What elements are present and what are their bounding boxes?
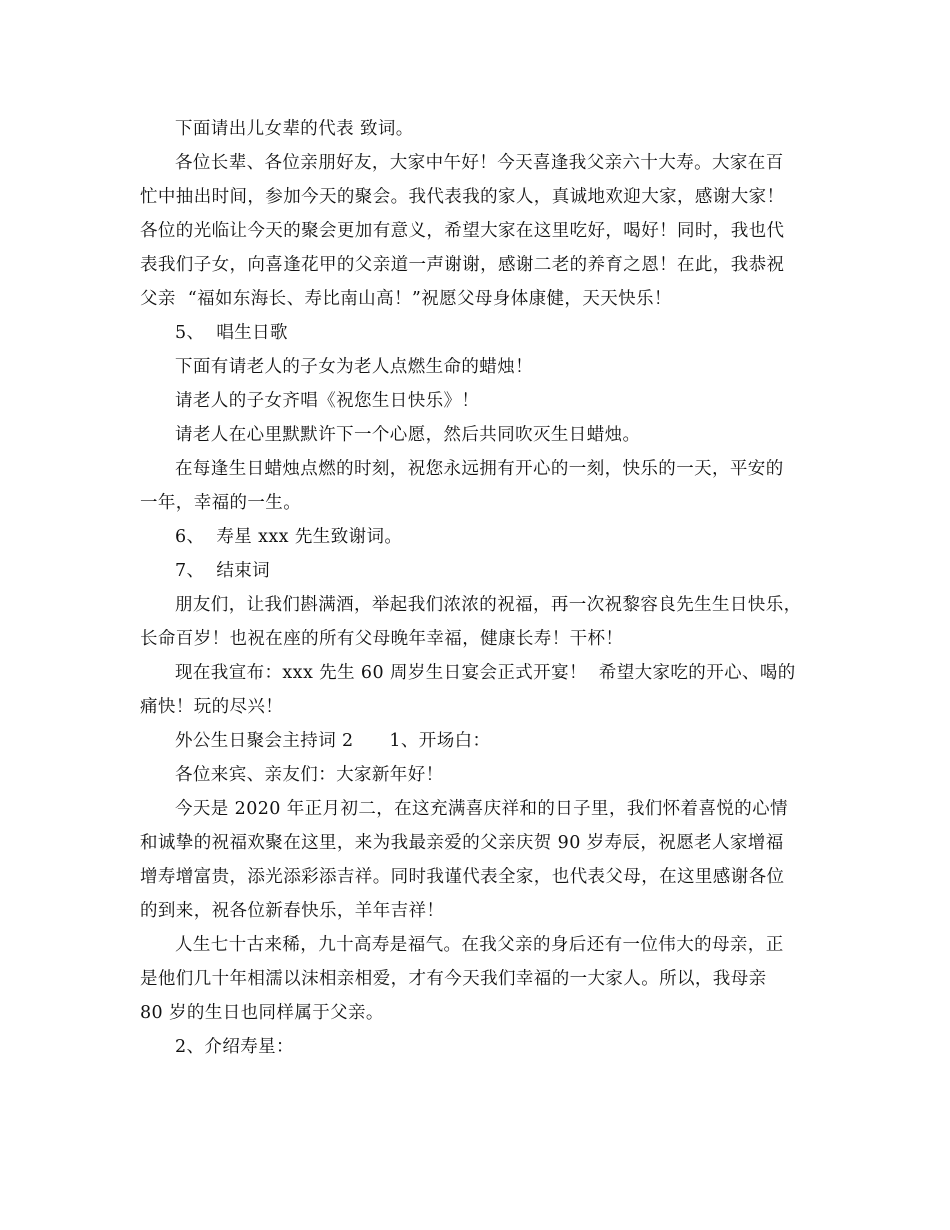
text-line-3: 各位的光临让今天的聚会更加有意义，希望大家在这里吃好，喝好！同时，我也代 [140,221,785,241]
text-line-12: 6、 寿星 xxx 先生致谢词。 [175,527,403,547]
text-line-21: 和诚挚的祝福欢聚在这里，来为我最亲爱的父亲庆贺 90 岁寿辰，祝愿老人家增福 [140,833,784,853]
text-line-19: 各位来宾、亲友们：大家新年好！ [175,765,444,785]
text-line-24: 人生七十古来稀，九十高寿是福气。在我父亲的身后还有一位伟大的母亲，正 [175,935,784,955]
text-line-14: 朋友们，让我们斟满酒，举起我们浓浓的祝福，再一次祝黎容良先生生日快乐， [175,595,802,615]
text-line-22: 增寿增富贵，添光添彩添吉祥。同时我谨代表全家，也代表父母，在这里感谢各位 [140,867,785,887]
text-line-0: 下面请出儿女辈的代表 致词。 [175,119,414,139]
text-line-20: 今天是 2020 年正月初二，在这充满喜庆祥和的日子里，我们怀着喜悦的心情 [175,799,788,819]
text-line-1: 各位长辈、各位亲朋好友，大家中午好！今天喜逢我父亲六十大寿。大家在百 [175,153,784,173]
document-page [140,112,815,1064]
text-line-2: 忙中抽出时间，参加今天的聚会。我代表我的家人，真诚地欢迎大家，感谢大家！ [140,187,785,207]
text-line-18: 外公生日聚会主持词 2 1、开场白： [175,731,491,751]
text-line-9: 请老人在心里默默许下一个心愿，然后共同吹灭生日蜡烛。 [175,425,641,445]
text-line-10: 在每逢生日蜡烛点燃的时刻，祝您永远拥有开心的一刻，快乐的一天，平安的 [175,459,784,479]
text-line-15: 长命百岁！也祝在座的所有父母晚年幸福，健康长寿！干杯！ [140,629,624,649]
text-line-25: 是他们几十年相濡以沫相亲相爱，才有今天我们幸福的一大家人。所以，我母亲 [140,969,767,989]
text-line-17: 痛快！玩的尽兴！ [140,697,284,717]
text-line-6: 5、 唱生日歌 [175,323,288,343]
text-line-26: 80 岁的生日也同样属于父亲。 [140,1003,384,1023]
text-line-5: 父亲 “福如东海长、寿比南山高！”祝愿父母身体康健，天天快乐！ [140,289,672,309]
text-line-16: 现在我宣布：xxx 先生 60 周岁生日宴会正式开宴！ 希望大家吃的开心、喝的 [175,663,796,683]
text-line-11: 一年，幸福的一生。 [140,493,302,513]
text-line-7: 下面有请老人的子女为老人点燃生命的蜡烛！ [175,357,533,377]
text-line-8: 请老人的子女齐唱《祝您生日快乐》！ [175,391,480,411]
text-line-4: 表我们子女，向喜逢花甲的父亲道一声谢谢，感谢二老的养育之恩！在此，我恭祝 [140,255,785,275]
text-line-27: 2、介绍寿星： [175,1037,294,1057]
text-line-23: 的到来，祝各位新春快乐，羊年吉祥！ [140,901,445,921]
text-line-13: 7、 结束词 [175,561,271,581]
